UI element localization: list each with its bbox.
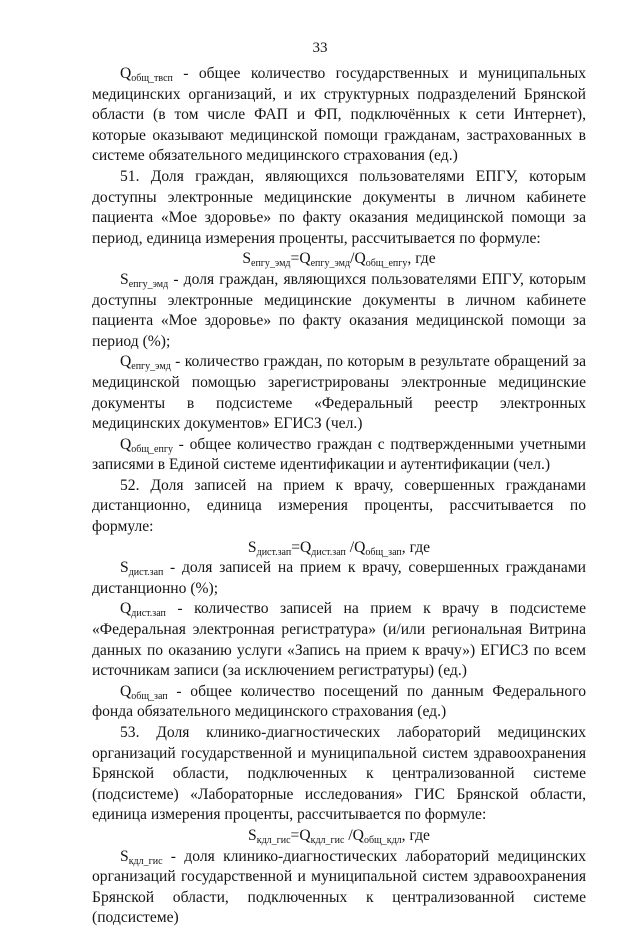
formula-lhs: S [247,538,257,556]
variable-subscript: кдл_гис [128,855,163,867]
definition-paragraph [92,435,586,476]
formula-numerator-subscript: дист.зап [311,546,346,558]
formula-denominator: Q [354,538,366,556]
numbered-paragraph [92,167,586,249]
variable-symbol: S [120,559,129,577]
formula-tail: , где [407,250,436,268]
formula [92,826,586,847]
numbered-paragraph [92,723,586,826]
variable-subscript: епгу_эмд [131,361,171,373]
definition-paragraph [92,352,586,434]
variable-subscript: общ_твсп [131,73,173,84]
formula-denominator-subscript: общ_кдл [363,834,402,846]
definition-text: - общее количество граждан с подтвержденными учетными записями в Единой системе идентификации и аутентификации (чел.) [92,435,586,474]
paragraph-text: 52. Доля записей на прием к врачу, совершенных гражданами дистанционно, единица измерения проценты, рассчитывается по формуле: [92,476,586,536]
formula-numerator-subscript: епгу_эмд [310,258,351,270]
formula-numerator-subscript: кдл_гис [310,834,345,846]
definition-paragraph [92,558,586,599]
definition-text: - количество граждан, по которым в результате обращений за медицинской помощью зарегистрированы электронные медицинские документы в подсистеме «Федеральный реестр электронных медицинских документов» ЕГИСЗ (чел.) [92,353,586,433]
definition-text: - доля записей на прием к врачу, совершенных гражданами дистанционно (%); [92,559,586,597]
formula-equals: = [291,538,301,556]
formula-equals: = [290,826,300,844]
variable-symbol: Q [120,600,132,618]
numbered-paragraph [92,476,586,538]
formula-denominator: Q [354,250,366,268]
definition-paragraph [92,270,586,352]
formula-lhs-subscript: епгу_эмд [251,258,291,270]
formula-lhs-subscript: дист.зап [256,546,292,558]
variable-subscript: епгу_эмд [128,278,169,290]
definition-text: - общее количество государственных и муниципальных медицинских организаций, и их структурных подразделений Брянской области (в том числе ФАП и ФП, подключённых к сети Интернет), которые оказывают медицинской помощи гражданам, застрахованных в системе обязательного медицинского страхования (ед.) [92,65,586,165]
definition-text: - доля клинико-диагностических лабораторий медицинских организаций государственной и муниципальной систем здравоохранения Брянской области, подключенных к централизованной системе (подсистеме) [92,847,586,927]
variable-symbol: Q [120,65,132,82]
formula [92,249,586,270]
formula [92,538,586,559]
formula-divide: / [345,538,355,556]
definition-text: - общее количество посещений по данным Федерального фонда обязательного медицинского страхования (ед.) [92,682,586,721]
formula-denominator: Q [352,826,364,844]
paragraph-text: 53. Доля клинико-диагностических лабораторий медицинских организаций государственной и муниципальной систем здравоохранения Брянской области, подключенных к централизованной системе (подсистеме) «Лабораторные исследования» ГИС Брянской области, единица измерения проценты, рассчитывается по формуле: [92,724,586,824]
formula-denominator-subscript: общ_епгу [365,258,408,270]
paragraph-text: 51. Доля граждан, являющихся пользователями ЕПГУ, которым доступны электронные медицинские документы в личном кабинете пациента «Мое здоровье» по факту оказания медицинской помощи за период, единица измерения проценты, рассчитывается по формуле: [92,167,586,247]
formula-tail: , где [401,826,430,844]
definition-text: - количество записей на прием к врачу в подсистеме «Федеральная электронная регистратура» (и/или региональная Витрина данных по оказанию услуги «Запись на прием к врачу») ЕГИСЗ по всем источникам записи (за исключением регистратуры) (ед.) [92,600,586,680]
definition-text: - доля граждан, являющихся пользователями ЕПГУ, которым доступны электронные медицинские документы в личном кабинете пациента «Мое здоровье» по факту оказания медицинской помощи за период (%); [92,270,586,350]
formula-denominator-subscript: общ_зап [365,546,402,558]
formula-lhs: S [248,826,257,844]
formula-lhs-subscript: кдл_гис [256,834,291,846]
formula-numerator: Q [299,826,311,844]
formula-numerator: Q [300,538,312,556]
variable-symbol: Q [120,353,132,371]
formula-tail: , где [401,538,431,556]
definition-paragraph [92,682,586,723]
definition-paragraph [92,599,586,681]
variable-symbol: Q [120,682,132,700]
formula-lhs: S [242,250,251,268]
variable-subscript: дист.зап [128,567,164,579]
variable-subscript: дист.зап [131,608,166,620]
formula-equals: = [290,250,300,268]
variable-subscript: общ_епгу [131,443,173,455]
formula-divide: / [350,250,355,268]
definition-paragraph [92,847,586,929]
formula-divide: / [344,826,353,844]
variable-subscript: общ_зап [131,690,168,702]
document-body [92,64,586,929]
page-number: 33 [312,40,328,56]
variable-symbol: S [120,270,129,288]
variable-symbol: S [120,847,129,865]
definition-paragraph [92,64,586,167]
formula-numerator: Q [299,250,311,268]
variable-symbol: Q [120,435,132,453]
